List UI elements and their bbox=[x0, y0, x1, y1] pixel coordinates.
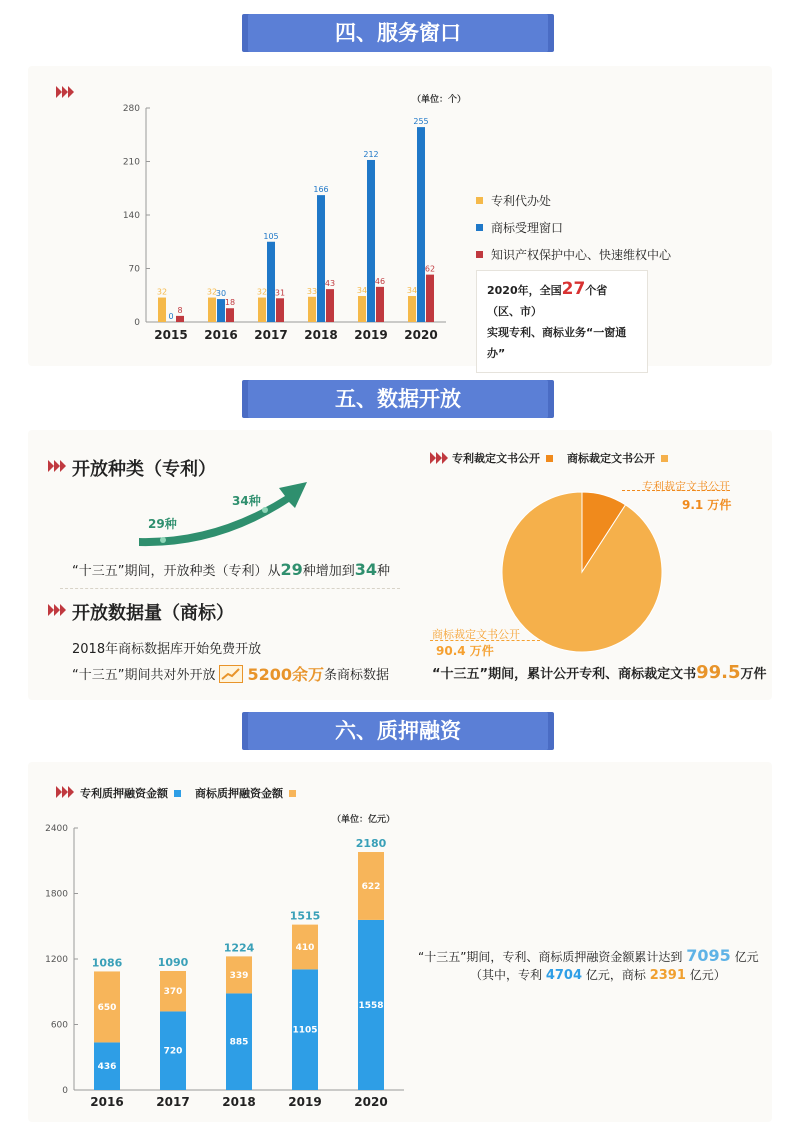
service-window-note bbox=[476, 270, 648, 373]
data-label: 1105 bbox=[292, 1025, 318, 1036]
chevron-right-icon bbox=[430, 452, 448, 464]
y-tick-label: 1200 bbox=[45, 955, 68, 965]
data-label: 622 bbox=[361, 881, 381, 892]
bar-0 bbox=[158, 298, 166, 322]
service-window-bar-chart bbox=[110, 92, 467, 342]
legend-swatch-dark-orange bbox=[546, 455, 553, 462]
x-tick-label: 2018 bbox=[222, 1095, 256, 1109]
data-label: 370 bbox=[163, 987, 183, 998]
legend-label: 知识产权保护中心、快速维权中心 bbox=[491, 248, 672, 262]
x-tick-label: 2020 bbox=[354, 1095, 388, 1109]
x-tick-label: 2019 bbox=[354, 328, 388, 342]
data-label: 885 bbox=[229, 1037, 249, 1048]
summary-number: 2391 bbox=[649, 968, 686, 983]
pledge-summary-line2 bbox=[470, 966, 726, 983]
data-label: 650 bbox=[97, 1002, 117, 1013]
data-label: 255 bbox=[413, 117, 429, 127]
y-tick-label: 1800 bbox=[45, 889, 68, 900]
summary-number: 99.5 bbox=[696, 662, 741, 683]
bar-1 bbox=[217, 299, 225, 322]
section-title-data-open: 五、数据开放 bbox=[248, 380, 548, 418]
bar-0 bbox=[358, 296, 366, 322]
summary-text: （其中，专利 bbox=[470, 968, 543, 982]
data-label: 8 bbox=[177, 305, 183, 315]
summary-text: 种 bbox=[377, 564, 391, 579]
legend-trademark-window bbox=[476, 219, 563, 236]
pie-legend bbox=[452, 450, 676, 466]
y-tick-label: 2400 bbox=[45, 824, 68, 834]
legend-swatch-orange bbox=[661, 455, 668, 462]
data-label: 1558 bbox=[358, 1000, 384, 1011]
unit-label: （单位：个） bbox=[412, 95, 467, 105]
bar-0 bbox=[258, 298, 266, 322]
summary-number: 7095 bbox=[686, 946, 731, 965]
legend-label: 专利代办处 bbox=[491, 194, 552, 208]
bar-0 bbox=[208, 298, 216, 322]
y-tick-label: 140 bbox=[122, 211, 140, 221]
legend-swatch-orange bbox=[289, 790, 296, 797]
data-label: 18 bbox=[224, 298, 236, 308]
pie-label-patent-value: 9.1 万件 bbox=[682, 498, 732, 512]
chevron-right-icon bbox=[48, 604, 66, 616]
total-label: 1224 bbox=[223, 941, 255, 955]
pie-summary bbox=[432, 662, 767, 683]
bar-2 bbox=[376, 287, 384, 322]
summary-text: 万件 bbox=[740, 667, 767, 682]
bar-2 bbox=[226, 308, 234, 322]
heading-open-data-volume: 开放数据量（商标） bbox=[72, 603, 234, 624]
data-label: 32 bbox=[206, 287, 218, 297]
chevron-right-icon bbox=[48, 460, 66, 472]
data-label: 410 bbox=[295, 942, 315, 953]
data-label: 30 bbox=[215, 289, 227, 299]
legend-swatch-yellow bbox=[476, 197, 483, 204]
ruling-documents-pie-chart bbox=[500, 490, 664, 654]
data-label: 62 bbox=[424, 264, 436, 274]
arrow-end-label: 34种 bbox=[232, 494, 261, 508]
total-label: 1086 bbox=[91, 956, 123, 970]
summary-text: 条商标数据 bbox=[324, 668, 390, 683]
data-label: 339 bbox=[229, 970, 249, 981]
trend-chart-icon bbox=[219, 665, 243, 683]
data-label: 46 bbox=[374, 276, 386, 286]
summary-text: “十三五”期间，开放种类（专利）从 bbox=[72, 564, 281, 579]
pledge-legend bbox=[80, 785, 304, 801]
bar-2 bbox=[276, 298, 284, 322]
pie-label-trademark-name: 商标裁定文书公开 bbox=[432, 628, 520, 641]
note-line-2: 实现专利、商标业务“一窗通办” bbox=[487, 326, 627, 360]
data-label: 166 bbox=[313, 185, 329, 195]
data-label: 720 bbox=[163, 1046, 183, 1057]
data-label: 43 bbox=[324, 279, 336, 289]
total-label: 1090 bbox=[157, 956, 189, 970]
bar-2 bbox=[176, 316, 184, 322]
data-label: 0 bbox=[168, 312, 174, 321]
legend-swatch-red bbox=[476, 251, 483, 258]
pledge-financing-stacked-bar-chart bbox=[40, 812, 410, 1112]
total-label: 2180 bbox=[355, 837, 387, 851]
data-label: 31 bbox=[274, 288, 286, 298]
unit-label: （单位：亿元） bbox=[332, 815, 396, 825]
x-tick-label: 2018 bbox=[304, 328, 338, 342]
x-tick-label: 2020 bbox=[404, 328, 438, 342]
pie-label-patent-name: 专利裁定文书公开 bbox=[642, 480, 730, 493]
legend-swatch-blue bbox=[174, 790, 181, 797]
data-label: 32 bbox=[156, 287, 168, 297]
chevron-right-icon bbox=[56, 786, 74, 798]
pie-label-trademark-value: 90.4 万件 bbox=[436, 644, 494, 658]
summary-text: “十三五”期间，累计公开专利、商标裁定文书 bbox=[432, 667, 697, 682]
pie-label-trademark-line bbox=[430, 640, 540, 641]
summary-text: 种增加到 bbox=[302, 564, 355, 579]
data-label: 34 bbox=[356, 286, 368, 296]
trademark-db-note: 2018年商标数据库开始免费开放 bbox=[72, 642, 262, 657]
bar-1 bbox=[367, 160, 375, 322]
x-tick-label: 2017 bbox=[156, 1095, 190, 1109]
arrow-start-label: 29种 bbox=[148, 517, 177, 531]
pledge-summary-line1 bbox=[418, 946, 759, 965]
pie-slice-1 bbox=[502, 492, 662, 652]
growth-arrow-graphic bbox=[135, 478, 315, 550]
summary-text: “十三五”期间共对外开放 bbox=[72, 668, 216, 683]
summary-number: 29 bbox=[280, 560, 303, 579]
bar-1 bbox=[417, 127, 425, 322]
chevron-right-icon bbox=[56, 86, 74, 98]
summary-text: “十三五”期间，专利、商标质押融资金额累计达到 bbox=[418, 950, 683, 964]
legend-ip-protection bbox=[476, 246, 671, 263]
y-tick-label: 0 bbox=[62, 1086, 68, 1096]
data-label: 436 bbox=[97, 1062, 117, 1073]
y-tick-label: 280 bbox=[122, 104, 140, 114]
summary-number: 5200余万 bbox=[247, 665, 325, 684]
note-highlight-number: 27 bbox=[561, 279, 586, 299]
legend-label: 商标裁定文书公开 bbox=[567, 452, 655, 465]
note-text: 个省（区、市） bbox=[487, 284, 608, 318]
trademark-data-summary bbox=[72, 662, 389, 685]
x-tick-label: 2016 bbox=[204, 328, 238, 342]
heading-open-types: 开放种类（专利） bbox=[72, 459, 216, 480]
section-title-pledge-financing: 六、质押融资 bbox=[248, 712, 548, 750]
summary-text: 亿元，商标 bbox=[585, 968, 646, 982]
total-label: 1515 bbox=[289, 909, 321, 923]
bar-1 bbox=[267, 242, 275, 322]
summary-text: 亿元 bbox=[734, 950, 759, 964]
pie-label-patent-line bbox=[622, 490, 730, 491]
summary-number: 4704 bbox=[545, 968, 583, 983]
data-label: 32 bbox=[256, 287, 268, 297]
legend-label: 商标质押融资金额 bbox=[195, 787, 283, 800]
y-tick-label: 70 bbox=[128, 264, 140, 275]
bar-2 bbox=[326, 289, 334, 322]
x-tick-label: 2019 bbox=[288, 1095, 322, 1109]
bar-0 bbox=[308, 297, 316, 322]
summary-number: 34 bbox=[354, 560, 378, 579]
data-label: 212 bbox=[363, 149, 379, 159]
bar-1 bbox=[317, 195, 325, 322]
y-tick-label: 210 bbox=[122, 157, 140, 168]
x-tick-label: 2015 bbox=[154, 328, 188, 342]
legend-label: 专利裁定文书公开 bbox=[452, 452, 540, 465]
y-tick-label: 600 bbox=[50, 1020, 68, 1031]
section-title-service-window: 四、服务窗口 bbox=[248, 14, 548, 52]
data-label: 105 bbox=[263, 231, 279, 241]
x-tick-label: 2016 bbox=[90, 1095, 124, 1109]
x-tick-label: 2017 bbox=[254, 328, 288, 342]
data-label: 34 bbox=[406, 286, 418, 296]
legend-label: 商标受理窗口 bbox=[491, 221, 564, 235]
summary-text: 亿元） bbox=[689, 968, 726, 982]
bar-2 bbox=[426, 275, 434, 322]
bar-0 bbox=[408, 296, 416, 322]
legend-patent-agency bbox=[476, 192, 551, 209]
note-text: 2020年，全国 bbox=[487, 284, 562, 297]
open-types-summary bbox=[72, 560, 390, 579]
legend-label: 专利质押融资金额 bbox=[80, 787, 168, 800]
divider bbox=[60, 588, 400, 589]
data-label: 33 bbox=[306, 286, 318, 296]
y-tick-label: 0 bbox=[134, 318, 140, 328]
note-line-1 bbox=[487, 279, 637, 322]
legend-swatch-blue bbox=[476, 224, 483, 231]
